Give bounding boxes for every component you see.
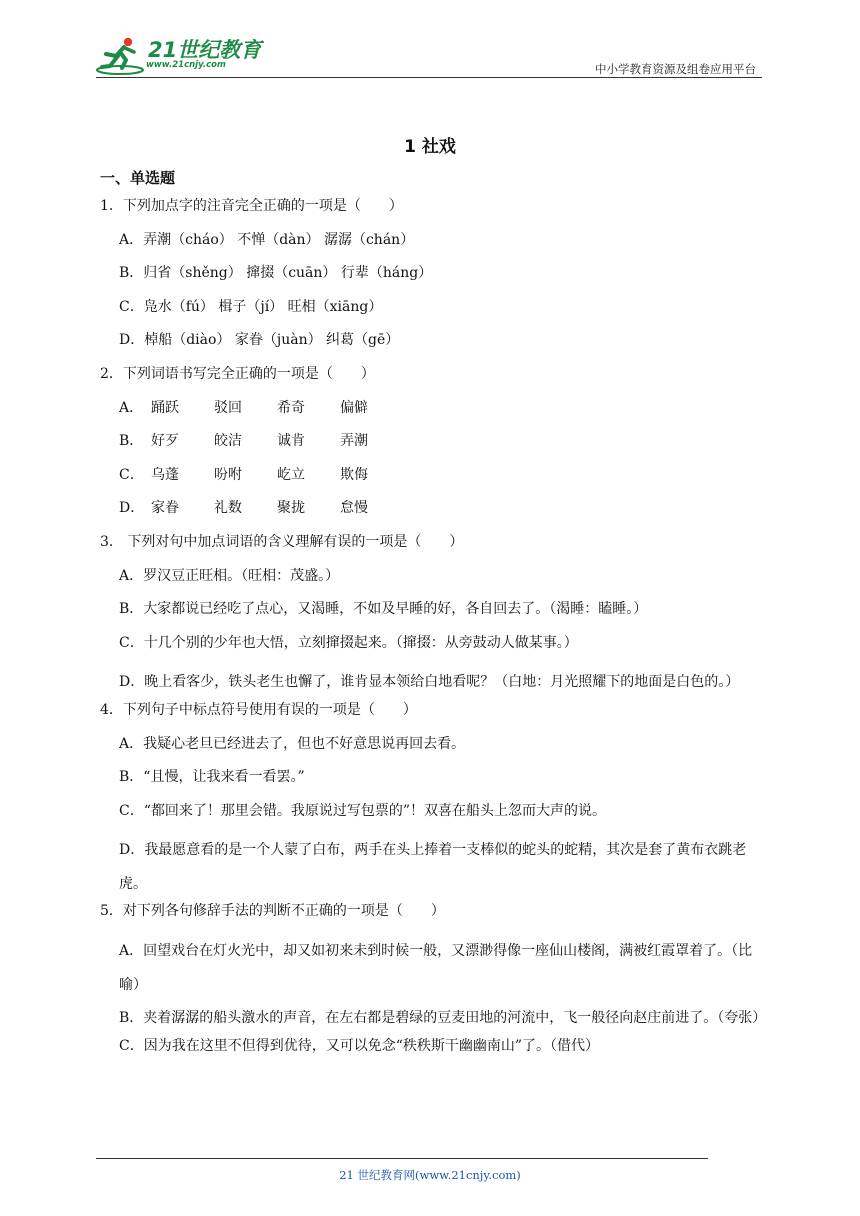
question-stem: 3． 下列对句中加点词语的含义理解有误的一项是（ ） bbox=[100, 533, 464, 550]
answer-option: C．凫水（fú） 楫子（jí） 旺相（xiāng） bbox=[119, 298, 383, 315]
word: 家眷 bbox=[151, 500, 179, 517]
logo-wordmark: 21世纪教育 bbox=[148, 38, 262, 62]
answer-option bbox=[100, 465, 764, 499]
answer-option: C．“都回来了！那里会错。我原说过写包票的”！双喜在船头上忽而大声的说。 bbox=[119, 802, 607, 819]
answer-option bbox=[100, 431, 764, 465]
question-stem: 2．下列词语书写完全正确的一项是（ ） bbox=[100, 365, 375, 382]
answer-option: A．回望戏台在灯火光中，却又如初来未到时候一般，又漂渺得像一座仙山楼阁，满被红霞罩着了。（比喻） bbox=[119, 943, 753, 993]
word: 诚肯 bbox=[277, 433, 305, 450]
answer-option: A．弄潮（cháo） 不惮（dàn） 潺潺（chán） bbox=[119, 231, 415, 248]
word: 欺侮 bbox=[340, 466, 368, 483]
answer-option bbox=[100, 498, 764, 532]
answer-option: A．罗汉豆正旺相。（旺相：茂盛。） bbox=[119, 567, 340, 584]
word: 驳回 bbox=[214, 399, 242, 416]
answer-option: D．晚上看客少，铁头老生也懈了，谁肯显本领给白地看呢？（白地：月光照耀下的地面是白色的。） bbox=[119, 674, 740, 691]
answer-option: A．我疑心老旦已经进去了，但也不好意思说再回去看。 bbox=[119, 735, 466, 752]
answer-option: D．棹船（diào） 家眷（juàn） 纠葛（gē） bbox=[119, 332, 400, 349]
answer-option: B．夹着潺潺的船头激水的声音，在左右都是碧绿的豆麦田地的河流中，飞一般径向赵庄前进了。（夸张） bbox=[119, 1010, 767, 1027]
word: 皎洁 bbox=[214, 433, 242, 450]
answer-option: D．我最愿意看的是一个人蒙了白布，两手在头上捧着一支棒似的蛇头的蛇精，其次是套了黄布衣跳老虎。 bbox=[119, 842, 747, 892]
site-logo bbox=[96, 34, 266, 78]
word: 礼数 bbox=[214, 500, 242, 517]
word: 希奇 bbox=[277, 399, 305, 416]
answer-option: B．归省（shěng） 撺掇（cuān） 行辈（háng） bbox=[119, 265, 433, 282]
footer-source: 21 世纪教育网(www.21cnjy.com) bbox=[339, 1168, 521, 1182]
answer-option: C．因为我在这里不但得到优待，又可以免念“秩秩斯干幽幽南山”了。（借代） bbox=[119, 1037, 600, 1054]
footer-divider bbox=[96, 1158, 708, 1159]
question-stem: 4．下列句子中标点符号使用有误的一项是（ ） bbox=[100, 701, 417, 718]
answer-option: B．“且慢，让我来看一看罢。” bbox=[119, 769, 305, 786]
document-title: 1 社戏 bbox=[404, 137, 456, 157]
answer-option: C．十几个别的少年也大悟，立刻撺掇起来。（撺掇：从旁鼓动人做某事。） bbox=[119, 634, 578, 651]
answer-option: B．大家都说已经吃了点心，又渴睡，不如及早睡的好，各自回去了。（渴睡：瞌睡。） bbox=[119, 601, 648, 618]
word: 弄潮 bbox=[340, 433, 368, 450]
word: 偏僻 bbox=[340, 399, 368, 416]
option-letter: A． bbox=[119, 399, 144, 416]
runner-logo-icon bbox=[96, 34, 148, 78]
answer-option bbox=[100, 398, 764, 432]
header-divider bbox=[96, 77, 762, 78]
question-list bbox=[100, 196, 767, 1069]
word: 踊跃 bbox=[151, 399, 179, 416]
platform-name: 中小学教育资源及组卷应用平台 bbox=[595, 62, 756, 76]
word: 屹立 bbox=[277, 466, 305, 483]
question-stem: 1．下列加点字的注音完全正确的一项是（ ） bbox=[100, 198, 403, 214]
option-letter: B． bbox=[119, 433, 144, 450]
word: 乌蓬 bbox=[151, 466, 179, 483]
word: 吩咐 bbox=[214, 466, 242, 483]
option-letter: D． bbox=[119, 500, 145, 517]
section-heading: 一、单选题 bbox=[100, 169, 176, 187]
word: 好歹 bbox=[151, 433, 179, 450]
question-stem: 5．对下列各句修辞手法的判断不正确的一项是（ ） bbox=[100, 903, 445, 920]
word: 聚拢 bbox=[277, 500, 305, 517]
word: 怠慢 bbox=[340, 500, 368, 517]
option-letter: C． bbox=[119, 466, 144, 483]
logo-url: www.21cnjy.com bbox=[146, 60, 226, 70]
